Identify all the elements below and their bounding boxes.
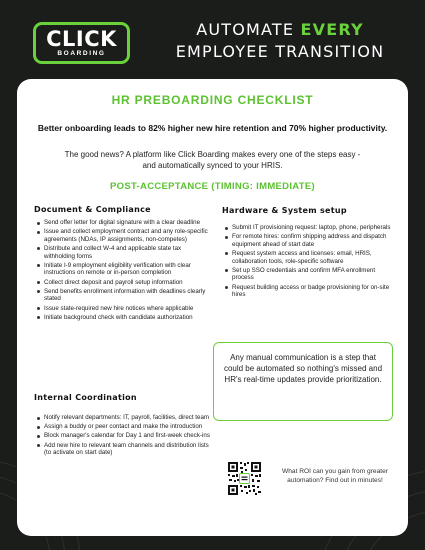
list-item: Assign a buddy or peer contact and make the introduction: [44, 423, 210, 431]
intro-text: The good news? A platform like Click Boarding makes every one of the steps easy - and automatically synced to your HRIS.: [64, 150, 361, 170]
logo-main-text: CLICK: [46, 27, 117, 51]
section-heading: Internal Coordination: [34, 393, 137, 402]
list-item: Submit IT provisioning request: laptop, phone, peripherals: [232, 224, 394, 232]
roi-call-to-action[interactable]: What ROI can you gain from greater automation? Find out in minutes!: [282, 468, 388, 484]
click-boarding-logo: [33, 22, 130, 64]
list-item: Distribute and collect W-4 and applicable state tax withholding forms: [44, 245, 210, 260]
hardware-system-section: [222, 206, 394, 300]
headline-text: AUTOMATE: [196, 20, 301, 39]
list-item: Send offer letter for digital signature with a clear deadline: [44, 219, 210, 227]
list-item: Set up SSO credentials and confirm MFA enrollment process: [232, 267, 394, 282]
section-heading: Hardware & System setup: [222, 206, 347, 215]
phase-heading: POST-ACCEPTANCE (TIMING: IMMEDIATE): [110, 181, 315, 192]
list-item: Request building access or badge provisioning for on-site hires: [232, 284, 394, 299]
list-item: Request system access and licenses: email, HRIS, collaboration tools, role-specific software: [232, 250, 394, 265]
internal-coordination-section: [34, 393, 210, 458]
headline-line-1: [150, 19, 410, 41]
callout-text: Any manual communication is a step that could be automated so nothing's missed and HR's real-time updates provide prioritization.: [223, 353, 383, 384]
list-item: Block manager's calendar for Day 1 and first-week check-ins: [44, 432, 210, 440]
lead-statement: Better onboarding leads to 82% higher new hire retention and 70% higher productivity.: [37, 123, 388, 133]
checklist: [34, 219, 210, 321]
list-item: Issue and collect employment contract and any role-specific agreements (NDAs, IP assignments, non-competes): [44, 228, 210, 243]
list-item: Initiate I-9 employment eligibility verification with clear instructions on remote or in-person completion: [44, 262, 210, 277]
headline: [150, 19, 410, 63]
document-compliance-section: [34, 205, 210, 323]
automation-callout: [213, 342, 393, 421]
list-item: Add new hire to relevant team channels and distribution lists (to activate on start date): [44, 441, 209, 457]
header: [0, 0, 425, 78]
checklist: [222, 224, 394, 299]
list-item: Issue state-required new hire notices where applicable: [44, 305, 210, 313]
headline-accent: EVERY: [300, 20, 364, 39]
logo-sub-text: BOARDING: [57, 50, 106, 57]
list-item: Notify relevant departments: IT, payroll, facilities, direct team: [44, 414, 210, 421]
section-heading: Document & Compliance: [34, 205, 151, 214]
list-item: For remote hires: confirm shipping address and dispatch equipment ahead of start date: [232, 233, 394, 248]
list-item: Collect direct deposit and payroll setup information: [44, 279, 210, 287]
headline-line-2: EMPLOYEE TRANSITION: [175, 42, 385, 61]
qr-code-icon[interactable]: [227, 461, 262, 496]
list-item: Initiate background check with candidate authorization: [44, 314, 210, 322]
checklist-card: [17, 79, 408, 536]
checklist: [34, 414, 210, 457]
checklist-title: HR PREBOARDING CHECKLIST: [111, 93, 314, 107]
list-item: Send benefits enrollment information with deadlines clearly stated: [44, 288, 210, 303]
